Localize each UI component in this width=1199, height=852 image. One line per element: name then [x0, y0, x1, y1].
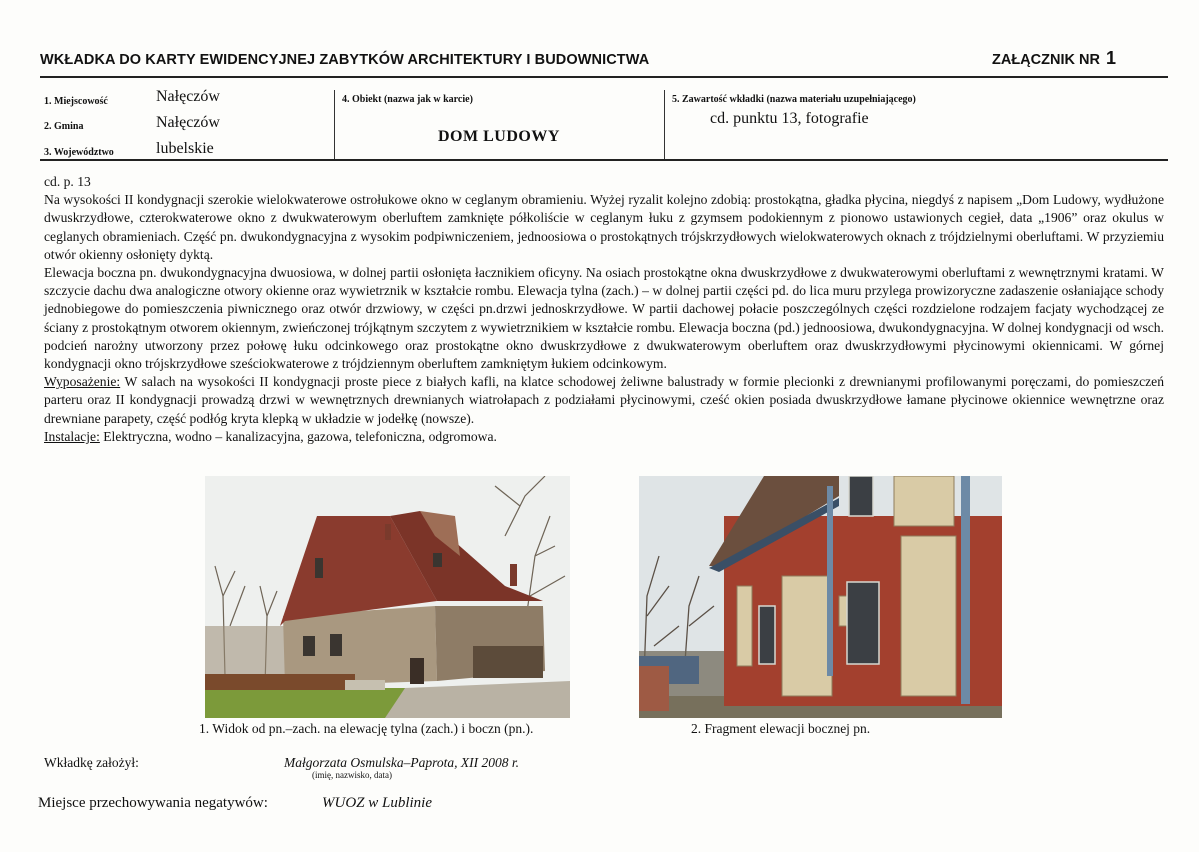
annex-text: ZAŁĄCZNIK NR: [992, 52, 1100, 68]
field-value-locality: Nałęczów: [156, 88, 220, 105]
field-value-commune: Nałęczów: [156, 114, 220, 131]
field-label-voivodeship: 3. Województwo: [44, 147, 114, 158]
object-name: DOM LUDOWY: [438, 128, 560, 145]
photo-house-rear-view: [205, 476, 570, 718]
description-text: [44, 173, 1164, 446]
field-value-contents: cd. punktu 13, fotografie: [710, 110, 869, 127]
annex-number: 1: [1105, 48, 1116, 68]
field-separator: [334, 90, 335, 160]
photo-caption-2: 2. Fragment elewacji bocznej pn.: [691, 721, 871, 736]
photo-facade-fragment: [639, 476, 1002, 718]
storage-label: Miejsce przechowywania negatywów:: [38, 795, 268, 811]
author-hint: (imię, nazwisko, data): [312, 770, 392, 780]
field-label-locality: 1. Miejscowość: [44, 96, 108, 107]
paragraph-facade: Na wysokości II kondygnacji szerokie wielokwaterowe ostrołukowe okno w ceglanym obramieniu. Wyżej ryzalit kolejno zdobią: prostokątna, gładka płycina, niegdyś z napisem „Dom Ludowy, wydłużone dwuskrzydłowe, czterokwaterowe okno z dwukwaterowym oberluftem zamknięte półkoliście w ceglanym łuku z gzymsem podokiennym z pionowo ustawionych cegieł, data „1906” oraz okulus w ceglanych obramieniach. Część pn. dwukondygnacyjna z wysokim podpiwniczeniem, jednoosiowa o prostokątnych trójskrzydłowych wielokwaterowych oknach z trójdzielnymi oberluftami. W przyziemiu otwór okienny osłonięty dyktą.: [44, 192, 1164, 262]
fields-rule: [40, 159, 1168, 161]
field-separator: [664, 90, 665, 160]
storage-value: WUOZ w Lublinie: [322, 795, 433, 811]
continuation-label: cd. p. 13: [44, 174, 91, 189]
installations-text: Elektryczna, wodno – kanalizacyjna, gazowa, telefoniczna, odgromowa.: [99, 428, 497, 444]
installations-label: Instalacje:: [44, 428, 100, 444]
paragraph-elevations: Elewacja boczna pn. dwukondygnacyjna dwuosiowa, w dolnej partii osłonięta łacznikiem oficyny. Na osiach prostokątne okna dwuskrzydłowe z dwukwaterowymi oberluftami z wewnętrznymi kratami. W szczycie dachu dwa analogiczne otwory okienne oraz wywietrznik w kształcie rombu. Elewacja tylna (zach.) – w dolnej partii części pd. do lica muru przylega prowizoryczne zadaszenie osłaniające schody jednobiegowe do pomieszczenia piwnicznego oraz otwór drzwiowy, w części pn.drzwi jednoskrzydłowe. W partii dachowej połacie poszczególnych części rozdzielone rodzajem facjaty wychodzącej ze ściany z prostokątnym otworem okiennym, zwieńczonej trójkątnym szczytem z wywietrznikiem w kształcie rombu. Elewacja boczna (pd.) jednoosiowa, dwukondygnacyjna. W dolnej kondygnacji od wsch. podcień narożny utworzony przez połowę łuku odcinkowego oraz prostokątne okno dwuskrzydłowe z dwukwaterowym oberluftem oraz dwuskrzydłowymi płycinowymi okiennicami. W górnej kondygnacji okno trójskrzydłowe sześciokwaterowe z trójdziennym oberluftem zamkniętym łukiem odcinkowym.: [44, 265, 1164, 372]
field-label-object: 4. Obiekt (nazwa jak w karcie): [342, 94, 473, 105]
equipment-label: Wyposażenie:: [44, 374, 121, 390]
document-title: WKŁADKA DO KARTY EWIDENCYJNEJ ZABYTKÓW ARCHITEKTURY I BUDOWNICTWA: [40, 52, 650, 68]
paragraph-installations: [44, 428, 1164, 446]
field-label-contents: 5. Zawartość wkładki (nazwa materiału uzupełniającego): [672, 94, 916, 105]
equipment-text: W salach na wysokości II kondygnacji proste piece z białych kafli, na klatce schodowej żeliwne balustrady w formie plecionki z drewnianymi profilowanymi poręczami, do pomieszczeń parteru oraz II kondygnacji prowadzą drzwi w wewnętrznych drewnianych wiatrołapach z podziałami płycinowymi, cześć okien posiada dwuskrzydłowe łamane płycinowe okiennice wewnętrzne oraz drewniane parapety, część podłóg kryta klepką w układzie w jodełkę (nowsze).: [44, 374, 1164, 426]
photo-caption-1: 1. Widok od pn.–zach. na elewację tylna (zach.) i boczn (pn.).: [199, 721, 534, 736]
field-label-commune: 2. Gmina: [44, 121, 84, 132]
field-value-voivodeship: lubelskie: [156, 140, 214, 157]
author-value: Małgorzata Osmulska–Paprota, XII 2008 r.: [284, 755, 519, 770]
paragraph-equipment: [44, 373, 1164, 428]
header-rule: [40, 76, 1168, 78]
annex-label: [992, 48, 1116, 69]
author-label: Wkładkę założył:: [44, 755, 139, 770]
